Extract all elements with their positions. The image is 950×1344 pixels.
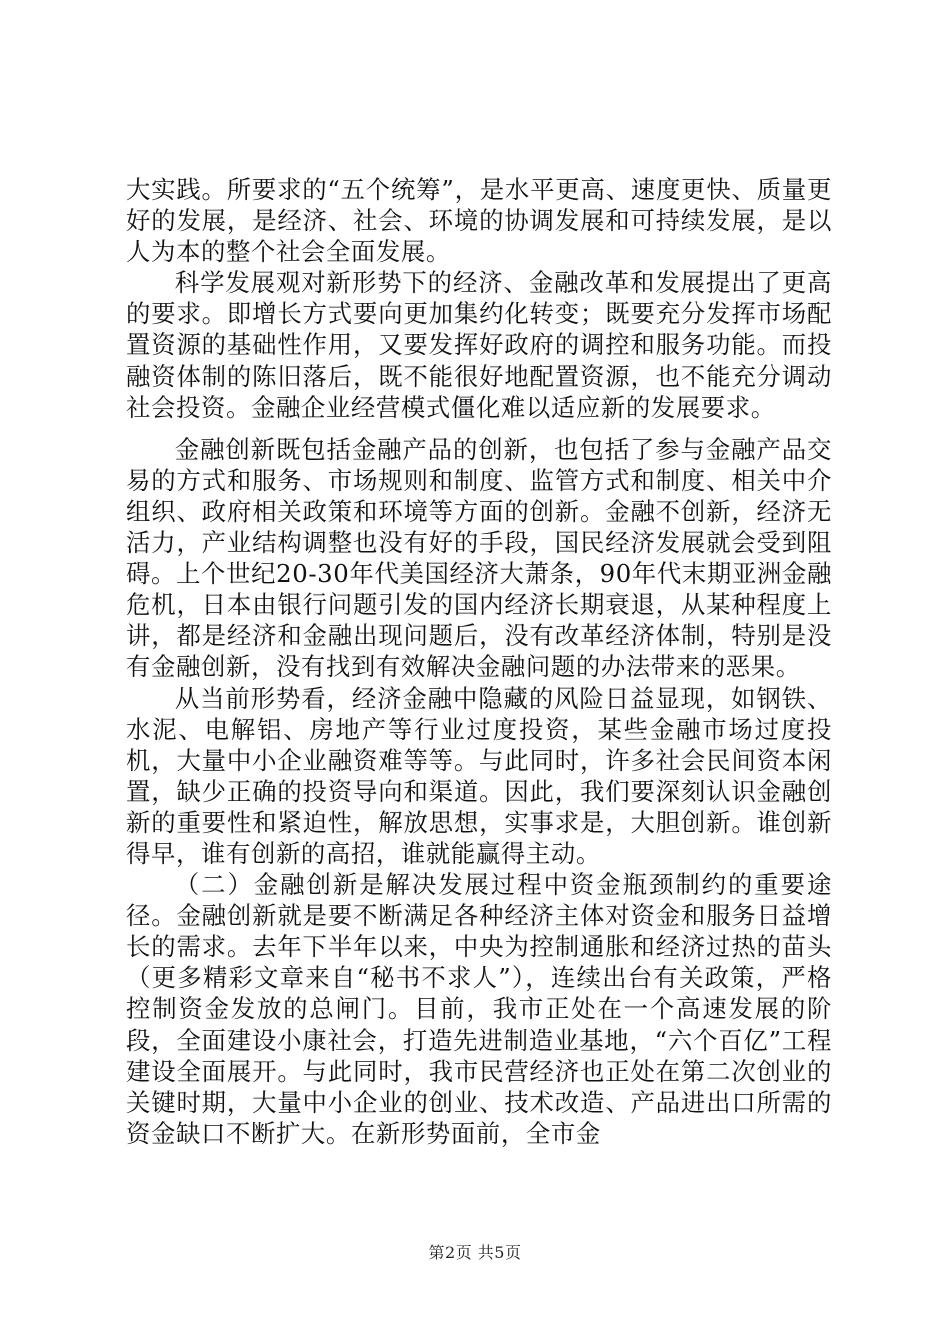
paragraph-5: （二）金融创新是解决发展过程中资金瓶颈制约的重要途径。金融创新就是要不断满足各种经济主体对资金和服务日益增长的需求。去年下半年以来，中央为控制通胀和经济过热的苗头（更多精彩文章来自“秘书不求人”），连续出台有关政策，严格控制资金发放的总闸门。目前，我市正处在一个高速发展的阶段，全面建设小康社会，打造先进制造业基地，“六个百亿”工程建设全面展开。与此同时，我市民营经济也正处在第二次创业的关键时期，大量中小企业的创业、技术改造、产品进出口所需的资金缺口不断扩大。在新形势面前，全市金 [126, 870, 832, 1148]
paragraph-3: 金融创新既包括金融产品的创新，也包括了参与金融产品交易的方式和服务、市场规则和制度、监管方式和制度、相关中介组织、政府相关政策和环境等方面的创新。金融不创新，经济无活力，产业结构调整也没有好的手段，国民经济发展就会受到阻碍。上个世纪20-30年代美国经济大萧条，90年代末期亚洲金融危机，日本由银行问题引发的国内经济长期衰退，从某种程度上讲，都是经济和金融出现问题后，没有改革经济体制，特别是没有金融创新，没有找到有效解决金融问题的办法带来的恶果。 [126, 434, 832, 682]
document-body [126, 174, 832, 1149]
page-footer [0, 1243, 950, 1263]
paragraph-1: 大实践。所要求的“五个统筹”，是水平更高、速度更快、质量更好的发展，是经济、社会、环境的协调发展和可持续发展，是以人为本的整个社会全面发展。 [126, 175, 832, 267]
paragraph-4: 从当前形势看，经济金融中隐藏的风险日益显现，如钢铁、水泥、电解铝、房地产等行业过度投资，某些金融市场过度投机，大量中小企业融资难等等。与此同时，许多社会民间资本闲置，缺少正确的投资导向和渠道。因此，我们要深刻认识金融创新的重要性和紧迫性，解放思想，实事求是，大胆创新。谁创新得早，谁有创新的高招，谁就能赢得主动。 [126, 683, 832, 868]
page-number-label: 第2页 共5页 [428, 1243, 522, 1262]
paragraph-2: 科学发展观对新形势下的经济、金融改革和发展提出了更高的要求。即增长方式要向更加集约化转变；既要充分发挥市场配置资源的基础性作用，又要发挥好政府的调控和服务功能。而投融资体制的陈旧落后，既不能很好地配置资源，也不能充分调动社会投资。金融企业经营模式僵化难以适应新的发展要求。 [126, 268, 832, 422]
